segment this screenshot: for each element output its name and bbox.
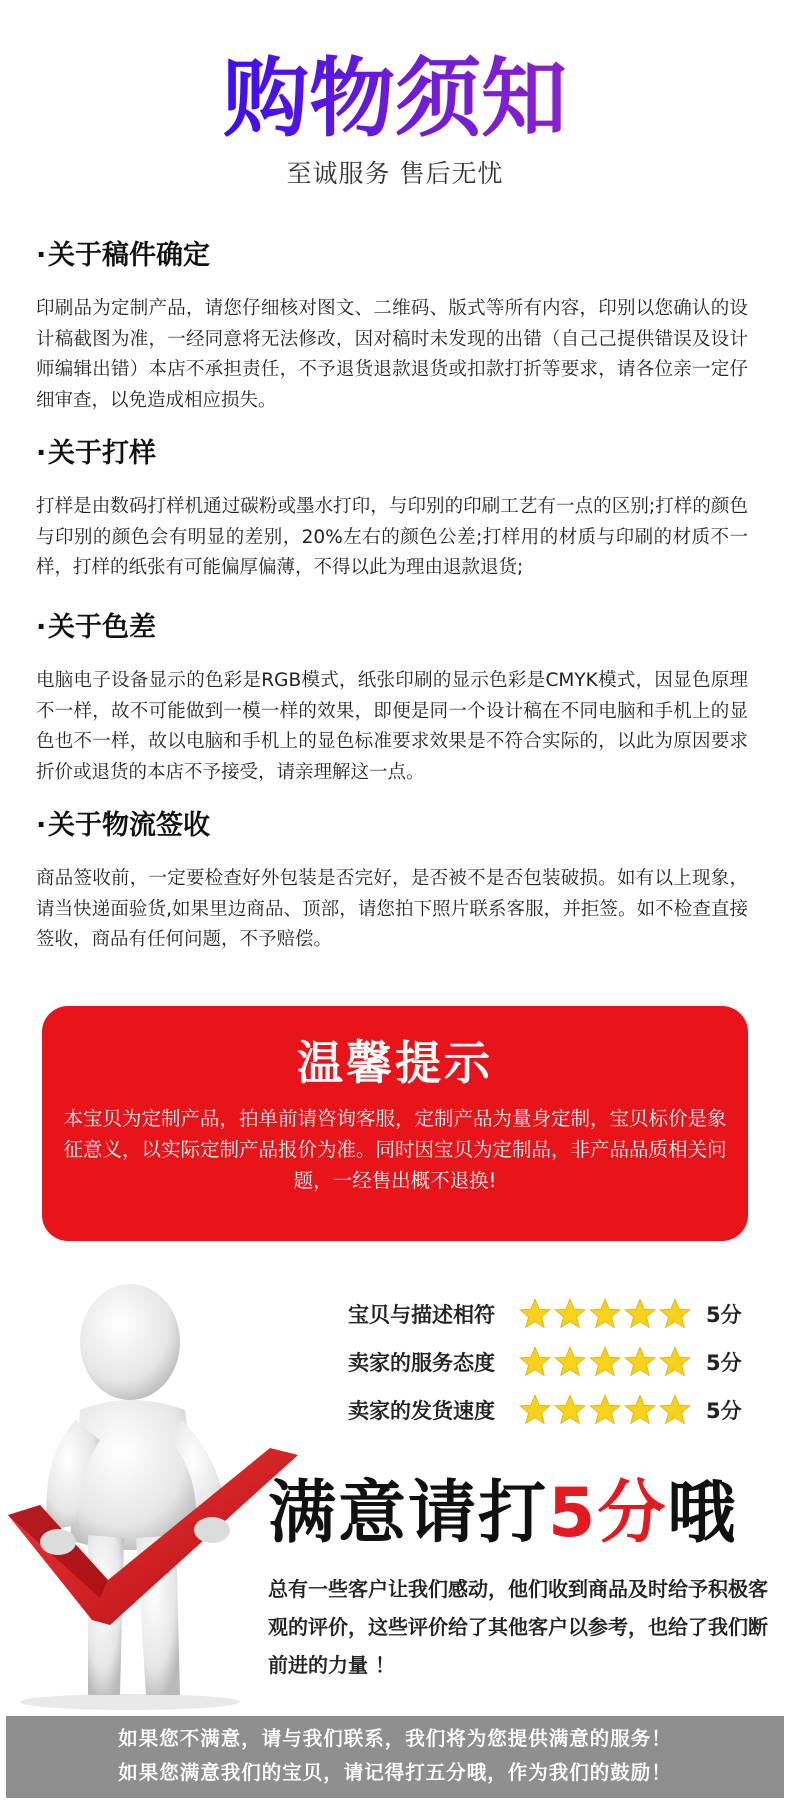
section-logistics: [36, 810, 748, 956]
star-icon: [588, 1297, 622, 1331]
bullet-dot: ·: [36, 240, 47, 271]
section-heading: [36, 438, 748, 470]
star-icon: [623, 1345, 657, 1379]
warm-reminder-box: [42, 1006, 748, 1241]
section-body: 电脑电子设备显示的色彩是RGB模式，纸张印刷的显示色彩是CMYK模式，因显色原理不一样，故不可能做到一模一样的效果，即便是同一个设计稿在不同电脑和手机上的显色也不一样，故以电脑和手机上的显色标准要求效果是不符合实际的，以此为原因要求折价或退货的本店不予接受，请亲理解这一点。: [36, 670, 748, 783]
section-heading: [36, 612, 748, 644]
star-icon: [518, 1345, 552, 1379]
rating-stars: [518, 1297, 692, 1331]
section-heading-text: 关于稿件确定: [48, 240, 210, 271]
star-icon: [658, 1393, 692, 1427]
footer-line: 如果您不满意，请与我们联系，我们将为您提供满意的服务！: [118, 1727, 672, 1750]
star-icon: [588, 1345, 622, 1379]
star-icon: [553, 1297, 587, 1331]
rating-row-description: [348, 1292, 742, 1336]
bullet-dot: ·: [36, 612, 47, 643]
section-heading-text: 关于打样: [48, 438, 156, 469]
rating-label: 卖家的发货速度: [348, 1399, 495, 1423]
page-title-text: 购物须知: [223, 49, 567, 149]
rating-score: 5分: [706, 1351, 742, 1375]
rating-label: 宝贝与描述相符: [348, 1303, 495, 1327]
warm-reminder-title: 温馨提示: [297, 1036, 493, 1090]
page-title: [0, 49, 790, 149]
rating-label: 卖家的服务态度: [348, 1351, 495, 1375]
star-icon: [658, 1297, 692, 1331]
rating-score: 5分: [706, 1399, 742, 1423]
rating-row-delivery: [348, 1388, 742, 1432]
bullet-dot: ·: [36, 810, 47, 841]
star-icon: [553, 1345, 587, 1379]
section-body: 打样是由数码打样机通过碳粉或墨水打印，与印别的印刷工艺有一点的区别;打样的颜色与印别的颜色会有明显的差别，20%左右的颜色公差;打样用的材质与印刷的材质不一样，打样的纸张有可能偏厚偏薄，不得以此为理由退款退货;: [36, 496, 748, 579]
section-heading: [36, 810, 748, 842]
footer-banner: [6, 1716, 784, 1798]
section-color-difference: [36, 612, 748, 788]
star-icon: [623, 1297, 657, 1331]
star-icon: [658, 1345, 692, 1379]
section-body: 商品签收前，一定要检查好外包装是否完好，是否被不是否包装破损。如有以上现象，请当快递面验货,如果里边商品、顶部，请您拍下照片联系客服，并拒签。如不检查直接签收，商品有任何问题，不予赔偿。: [36, 868, 748, 951]
footer-line: 如果您满意我们的宝贝，请记得打五分哦，作为我们的鼓励！: [118, 1761, 672, 1784]
section-heading-text: 关于色差: [48, 612, 156, 643]
rating-row-service: [348, 1340, 742, 1384]
section-proofing: [36, 438, 748, 584]
star-icon: [623, 1393, 657, 1427]
heading-prefix: 满意请打: [268, 1474, 549, 1553]
heading-suffix: 哦: [667, 1474, 738, 1553]
five-star-request-heading: [268, 1474, 788, 1553]
rating-panel: [0, 1280, 790, 1720]
star-icon: [518, 1297, 552, 1331]
star-icon: [518, 1393, 552, 1427]
rating-stars: [518, 1345, 692, 1379]
page-subtitle: 至诚服务 售后无忧: [286, 159, 504, 188]
section-heading-text: 关于物流签收: [48, 810, 210, 841]
rating-description: 总有一些客户让我们感动，他们收到商品及时给予积极客观的评价，这些评价给了其他客户以参考，也给了我们断前进的力量 ！: [268, 1577, 768, 1677]
rating-stars: [518, 1393, 692, 1427]
star-icon: [588, 1393, 622, 1427]
section-body: 印刷品为定制产品，请您仔细核对图文、二维码、版式等所有内容，印别以您确认的设计稿截图为准，一经同意将无法修改，因对稿时未发现的出错（自己己提供错误及设计师编辑出错）本店不承担责任，不予退货退款退货或扣款打折等要求，请各位亲一定仔细审查，以免造成相应损失。: [36, 298, 748, 411]
section-heading: [36, 240, 748, 272]
bullet-dot: ·: [36, 438, 47, 469]
rating-score: 5分: [706, 1303, 742, 1327]
section-manuscript: [36, 240, 748, 416]
heading-highlight: 5分: [548, 1474, 668, 1553]
star-icon: [553, 1393, 587, 1427]
warm-reminder-text: 本宝贝为定制产品，拍单前请咨询客服，定制产品为量身定制，宝贝标价是象征意义，以实际定制产品报价为准。同时因宝贝为定制品，非产品品质相关问题，一经售出概不退换!: [63, 1106, 727, 1192]
